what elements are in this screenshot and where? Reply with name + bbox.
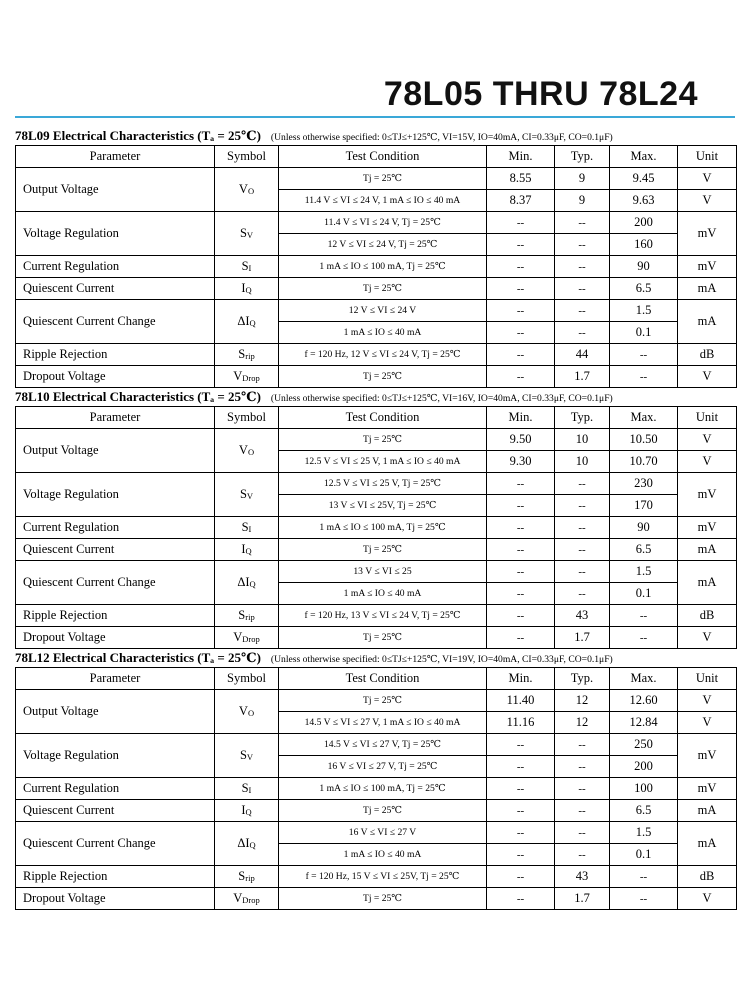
symbol-cell bbox=[215, 300, 279, 344]
test-condition-cell: 12.5 V ≤ VI ≤ 25 V, Tj = 25℃ bbox=[279, 473, 487, 495]
unit-cell: V bbox=[678, 366, 737, 388]
symbol-main: S bbox=[238, 608, 246, 622]
typ-cell: -- bbox=[555, 734, 610, 756]
typ-cell: 1.7 bbox=[555, 627, 610, 649]
test-condition-cell: Tj = 25℃ bbox=[279, 800, 487, 822]
unit-cell: V bbox=[678, 690, 737, 712]
symbol-main: V bbox=[238, 182, 248, 196]
column-header: Min. bbox=[487, 146, 555, 168]
parameter-cell: Dropout Voltage bbox=[16, 366, 215, 388]
unit-cell: mA bbox=[678, 278, 737, 300]
unit-cell: V bbox=[678, 888, 737, 910]
min-cell: -- bbox=[487, 866, 555, 888]
typ-cell: -- bbox=[555, 300, 610, 322]
typ-cell: 1.7 bbox=[555, 888, 610, 910]
typ-cell: 12 bbox=[555, 712, 610, 734]
symbol-subscript: V bbox=[246, 491, 254, 501]
min-cell: -- bbox=[487, 278, 555, 300]
symbol-subscript: Drop bbox=[242, 634, 260, 644]
test-condition-cell: Tj = 25℃ bbox=[279, 888, 487, 910]
parameter-cell: Voltage Regulation bbox=[16, 734, 215, 778]
parameter-cell: Quiescent Current Change bbox=[16, 822, 215, 866]
test-condition-cell: f = 120 Hz, 12 V ≤ VI ≤ 24 V, Tj = 25℃ bbox=[279, 344, 487, 366]
symbol-subscript: Drop bbox=[242, 373, 260, 383]
typ-cell: 9 bbox=[555, 190, 610, 212]
min-cell: -- bbox=[487, 539, 555, 561]
min-cell: -- bbox=[487, 473, 555, 495]
min-cell: 9.30 bbox=[487, 451, 555, 473]
symbol-subscript: Drop bbox=[242, 895, 260, 905]
min-cell: -- bbox=[487, 734, 555, 756]
symbol-cell bbox=[215, 256, 279, 278]
parameter-cell: Output Voltage bbox=[16, 690, 215, 734]
parameter-cell: Current Regulation bbox=[16, 517, 215, 539]
symbol-main: I bbox=[241, 542, 246, 556]
test-condition-cell: 12 V ≤ VI ≤ 24 V bbox=[279, 300, 487, 322]
unit-cell: mV bbox=[678, 256, 737, 278]
symbol-main: S bbox=[239, 226, 247, 240]
min-cell: 8.37 bbox=[487, 190, 555, 212]
typ-cell: -- bbox=[555, 800, 610, 822]
section-conditions-note: (Unless otherwise specified: 0≤TJ≤+125℃, VI=15V, IO=40mA, CI=0.33μF, CO=0.1μF) bbox=[270, 132, 613, 143]
test-condition-cell: f = 120 Hz, 15 V ≤ VI ≤ 25V, Tj = 25℃ bbox=[279, 866, 487, 888]
section-78l09 bbox=[15, 127, 736, 388]
unit-cell: mV bbox=[678, 517, 737, 539]
section-heading bbox=[15, 388, 736, 406]
typ-cell: -- bbox=[555, 517, 610, 539]
parameter-cell: Quiescent Current bbox=[16, 278, 215, 300]
test-condition-cell: Tj = 25℃ bbox=[279, 539, 487, 561]
test-condition-cell: f = 120 Hz, 13 V ≤ VI ≤ 24 V, Tj = 25℃ bbox=[279, 605, 487, 627]
column-header: Typ. bbox=[555, 407, 610, 429]
table-row bbox=[16, 800, 737, 822]
test-condition-cell: Tj = 25℃ bbox=[279, 366, 487, 388]
unit-cell: dB bbox=[678, 344, 737, 366]
symbol-main: I bbox=[241, 281, 246, 295]
parameter-cell: Quiescent Current bbox=[16, 800, 215, 822]
typ-cell: 12 bbox=[555, 690, 610, 712]
test-condition-cell: Tj = 25℃ bbox=[279, 168, 487, 190]
max-cell: 6.5 bbox=[610, 800, 678, 822]
column-header: Max. bbox=[610, 146, 678, 168]
symbol-subscript: O bbox=[247, 447, 255, 457]
unit-cell: mV bbox=[678, 734, 737, 778]
parameter-cell: Quiescent Current bbox=[16, 539, 215, 561]
typ-cell: -- bbox=[555, 495, 610, 517]
unit-cell: mV bbox=[678, 212, 737, 256]
symbol-main: V bbox=[238, 443, 248, 457]
max-cell: 160 bbox=[610, 234, 678, 256]
test-condition-cell: 1 mA ≤ IO ≤ 100 mA, Tj = 25℃ bbox=[279, 517, 487, 539]
unit-cell: V bbox=[678, 712, 737, 734]
max-cell: 0.1 bbox=[610, 844, 678, 866]
table-row bbox=[16, 429, 737, 451]
symbol-subscript: Q bbox=[249, 840, 256, 850]
unit-cell: mA bbox=[678, 800, 737, 822]
test-condition-cell: 14.5 V ≤ VI ≤ 27 V, Tj = 25℃ bbox=[279, 734, 487, 756]
test-condition-cell: 12.5 V ≤ VI ≤ 25 V, 1 mA ≤ IO ≤ 40 mA bbox=[279, 451, 487, 473]
typ-cell: -- bbox=[555, 256, 610, 278]
test-condition-cell: 1 mA ≤ IO ≤ 100 mA, Tj = 25℃ bbox=[279, 778, 487, 800]
table-row bbox=[16, 605, 737, 627]
test-condition-cell: Tj = 25℃ bbox=[279, 429, 487, 451]
symbol-cell bbox=[215, 517, 279, 539]
table-row bbox=[16, 690, 737, 712]
section-conditions-note: (Unless otherwise specified: 0≤TJ≤+125℃, VI=19V, IO=40mA, CI=0.33μF, CO=0.1μF) bbox=[270, 654, 613, 665]
symbol-subscript: Q bbox=[249, 579, 256, 589]
section-title: 78L10 Electrical Characteristics (Tₐ = 25℃) bbox=[15, 389, 261, 404]
table-row bbox=[16, 866, 737, 888]
symbol-subscript: O bbox=[247, 186, 255, 196]
table-row bbox=[16, 256, 737, 278]
min-cell: -- bbox=[487, 561, 555, 583]
symbol-cell bbox=[215, 561, 279, 605]
symbol-cell bbox=[215, 778, 279, 800]
min-cell: -- bbox=[487, 888, 555, 910]
parameter-cell: Current Regulation bbox=[16, 256, 215, 278]
table-header-row bbox=[16, 146, 737, 168]
max-cell: 1.5 bbox=[610, 822, 678, 844]
column-header: Test Condition bbox=[279, 407, 487, 429]
symbol-main: V bbox=[238, 704, 248, 718]
typ-cell: -- bbox=[555, 234, 610, 256]
max-cell: 0.1 bbox=[610, 322, 678, 344]
max-cell: 200 bbox=[610, 212, 678, 234]
parameter-cell: Dropout Voltage bbox=[16, 627, 215, 649]
test-condition-cell: 12 V ≤ VI ≤ 24 V, Tj = 25℃ bbox=[279, 234, 487, 256]
symbol-main: I bbox=[241, 803, 246, 817]
typ-cell: 44 bbox=[555, 344, 610, 366]
max-cell: 10.70 bbox=[610, 451, 678, 473]
table-row bbox=[16, 212, 737, 234]
symbol-subscript: I bbox=[248, 263, 252, 273]
min-cell: -- bbox=[487, 800, 555, 822]
typ-cell: 9 bbox=[555, 168, 610, 190]
symbol-cell bbox=[215, 344, 279, 366]
symbol-subscript: Q bbox=[245, 546, 252, 556]
column-header: Parameter bbox=[16, 407, 215, 429]
symbol-cell bbox=[215, 168, 279, 212]
symbol-cell bbox=[215, 473, 279, 517]
unit-cell: mA bbox=[678, 300, 737, 344]
column-header: Test Condition bbox=[279, 146, 487, 168]
section-heading bbox=[15, 127, 736, 145]
typ-cell: -- bbox=[555, 822, 610, 844]
typ-cell: -- bbox=[555, 561, 610, 583]
min-cell: 11.40 bbox=[487, 690, 555, 712]
parameter-cell: Output Voltage bbox=[16, 429, 215, 473]
typ-cell: -- bbox=[555, 322, 610, 344]
test-condition-cell: 14.5 V ≤ VI ≤ 27 V, 1 mA ≤ IO ≤ 40 mA bbox=[279, 712, 487, 734]
symbol-cell bbox=[215, 690, 279, 734]
test-condition-cell: 13 V ≤ VI ≤ 25V, Tj = 25℃ bbox=[279, 495, 487, 517]
max-cell: -- bbox=[610, 627, 678, 649]
test-condition-cell: 11.4 V ≤ VI ≤ 24 V, Tj = 25℃ bbox=[279, 212, 487, 234]
typ-cell: 10 bbox=[555, 429, 610, 451]
test-condition-cell: 1 mA ≤ IO ≤ 40 mA bbox=[279, 583, 487, 605]
unit-cell: V bbox=[678, 190, 737, 212]
parameter-cell: Ripple Rejection bbox=[16, 605, 215, 627]
table-row bbox=[16, 473, 737, 495]
symbol-subscript: I bbox=[248, 785, 252, 795]
min-cell: -- bbox=[487, 605, 555, 627]
symbol-subscript: rip bbox=[245, 612, 255, 622]
table-row bbox=[16, 627, 737, 649]
symbol-cell bbox=[215, 866, 279, 888]
symbol-main: S bbox=[241, 520, 249, 534]
symbol-main: V bbox=[233, 891, 243, 905]
unit-cell: V bbox=[678, 451, 737, 473]
symbol-subscript: V bbox=[246, 230, 254, 240]
min-cell: -- bbox=[487, 583, 555, 605]
min-cell: -- bbox=[487, 344, 555, 366]
symbol-cell bbox=[215, 366, 279, 388]
symbol-cell bbox=[215, 627, 279, 649]
table-row bbox=[16, 168, 737, 190]
parameter-cell: Dropout Voltage bbox=[16, 888, 215, 910]
max-cell: 100 bbox=[610, 778, 678, 800]
column-header: Unit bbox=[678, 146, 737, 168]
parameter-cell: Quiescent Current Change bbox=[16, 561, 215, 605]
section-78l12 bbox=[15, 649, 736, 910]
symbol-cell bbox=[215, 605, 279, 627]
parameter-cell: Voltage Regulation bbox=[16, 212, 215, 256]
symbol-subscript: O bbox=[247, 708, 255, 718]
symbol-subscript: Q bbox=[249, 318, 256, 328]
symbol-main: S bbox=[238, 869, 246, 883]
typ-cell: 43 bbox=[555, 605, 610, 627]
table-row bbox=[16, 734, 737, 756]
min-cell: -- bbox=[487, 756, 555, 778]
characteristics-table bbox=[15, 406, 737, 649]
symbol-subscript: Q bbox=[245, 285, 252, 295]
test-condition-cell: 11.4 V ≤ VI ≤ 24 V, 1 mA ≤ IO ≤ 40 mA bbox=[279, 190, 487, 212]
column-header: Parameter bbox=[16, 146, 215, 168]
min-cell: -- bbox=[487, 822, 555, 844]
test-condition-cell: Tj = 25℃ bbox=[279, 278, 487, 300]
min-cell: -- bbox=[487, 517, 555, 539]
max-cell: 6.5 bbox=[610, 278, 678, 300]
table-row bbox=[16, 561, 737, 583]
min-cell: -- bbox=[487, 212, 555, 234]
typ-cell: 43 bbox=[555, 866, 610, 888]
min-cell: -- bbox=[487, 256, 555, 278]
unit-cell: dB bbox=[678, 866, 737, 888]
max-cell: -- bbox=[610, 866, 678, 888]
typ-cell: 1.7 bbox=[555, 366, 610, 388]
min-cell: -- bbox=[487, 366, 555, 388]
unit-cell: V bbox=[678, 627, 737, 649]
max-cell: 9.45 bbox=[610, 168, 678, 190]
symbol-subscript: rip bbox=[245, 873, 255, 883]
column-header: Parameter bbox=[16, 668, 215, 690]
max-cell: 12.60 bbox=[610, 690, 678, 712]
typ-cell: -- bbox=[555, 778, 610, 800]
max-cell: 0.1 bbox=[610, 583, 678, 605]
typ-cell: -- bbox=[555, 278, 610, 300]
symbol-main: V bbox=[233, 630, 243, 644]
symbol-subscript: I bbox=[248, 524, 252, 534]
unit-cell: V bbox=[678, 168, 737, 190]
symbol-cell bbox=[215, 429, 279, 473]
typ-cell: 10 bbox=[555, 451, 610, 473]
column-header: Max. bbox=[610, 668, 678, 690]
section-title: 78L12 Electrical Characteristics (Tₐ = 25℃) bbox=[15, 650, 261, 665]
column-header: Typ. bbox=[555, 146, 610, 168]
max-cell: 90 bbox=[610, 256, 678, 278]
column-header: Symbol bbox=[215, 407, 279, 429]
table-row bbox=[16, 778, 737, 800]
min-cell: -- bbox=[487, 234, 555, 256]
characteristics-table bbox=[15, 667, 737, 910]
unit-cell: mV bbox=[678, 473, 737, 517]
max-cell: 170 bbox=[610, 495, 678, 517]
symbol-cell bbox=[215, 822, 279, 866]
typ-cell: -- bbox=[555, 539, 610, 561]
symbol-cell bbox=[215, 800, 279, 822]
max-cell: 9.63 bbox=[610, 190, 678, 212]
column-header: Typ. bbox=[555, 668, 610, 690]
symbol-subscript: rip bbox=[245, 351, 255, 361]
test-condition-cell: Tj = 25℃ bbox=[279, 627, 487, 649]
max-cell: 12.84 bbox=[610, 712, 678, 734]
parameter-cell: Current Regulation bbox=[16, 778, 215, 800]
unit-cell: mV bbox=[678, 778, 737, 800]
max-cell: 200 bbox=[610, 756, 678, 778]
table-row bbox=[16, 344, 737, 366]
table-row bbox=[16, 517, 737, 539]
typ-cell: -- bbox=[555, 583, 610, 605]
symbol-main: S bbox=[239, 487, 247, 501]
column-header: Symbol bbox=[215, 146, 279, 168]
parameter-cell: Quiescent Current Change bbox=[16, 300, 215, 344]
max-cell: 250 bbox=[610, 734, 678, 756]
symbol-main: ΔI bbox=[237, 575, 250, 589]
max-cell: 10.50 bbox=[610, 429, 678, 451]
test-condition-cell: 1 mA ≤ IO ≤ 100 mA, Tj = 25℃ bbox=[279, 256, 487, 278]
test-condition-cell: Tj = 25℃ bbox=[279, 690, 487, 712]
symbol-main: V bbox=[233, 369, 243, 383]
page-title: 78L05 THRU 78L24 bbox=[383, 75, 698, 113]
typ-cell: -- bbox=[555, 756, 610, 778]
symbol-main: ΔI bbox=[237, 314, 250, 328]
title-divider bbox=[15, 116, 735, 118]
column-header: Unit bbox=[678, 407, 737, 429]
min-cell: -- bbox=[487, 778, 555, 800]
column-header: Symbol bbox=[215, 668, 279, 690]
test-condition-cell: 13 V ≤ VI ≤ 25 bbox=[279, 561, 487, 583]
max-cell: 6.5 bbox=[610, 539, 678, 561]
characteristics-table bbox=[15, 145, 737, 388]
section-heading bbox=[15, 649, 736, 667]
symbol-main: S bbox=[239, 748, 247, 762]
table-header-row bbox=[16, 668, 737, 690]
symbol-main: ΔI bbox=[237, 836, 250, 850]
typ-cell: -- bbox=[555, 212, 610, 234]
min-cell: -- bbox=[487, 495, 555, 517]
section-conditions-note: (Unless otherwise specified: 0≤TJ≤+125℃, VI=16V, IO=40mA, CI=0.33μF, CO=0.1μF) bbox=[270, 393, 613, 404]
test-condition-cell: 1 mA ≤ IO ≤ 40 mA bbox=[279, 844, 487, 866]
unit-cell: V bbox=[678, 429, 737, 451]
min-cell: -- bbox=[487, 300, 555, 322]
parameter-cell: Output Voltage bbox=[16, 168, 215, 212]
max-cell: 230 bbox=[610, 473, 678, 495]
table-row bbox=[16, 300, 737, 322]
parameter-cell: Ripple Rejection bbox=[16, 866, 215, 888]
max-cell: -- bbox=[610, 605, 678, 627]
test-condition-cell: 16 V ≤ VI ≤ 27 V, Tj = 25℃ bbox=[279, 756, 487, 778]
column-header: Max. bbox=[610, 407, 678, 429]
symbol-cell bbox=[215, 212, 279, 256]
max-cell: -- bbox=[610, 366, 678, 388]
test-condition-cell: 1 mA ≤ IO ≤ 40 mA bbox=[279, 322, 487, 344]
max-cell: 90 bbox=[610, 517, 678, 539]
table-row bbox=[16, 366, 737, 388]
symbol-cell bbox=[215, 539, 279, 561]
table-row bbox=[16, 539, 737, 561]
min-cell: -- bbox=[487, 322, 555, 344]
max-cell: 1.5 bbox=[610, 561, 678, 583]
table-row bbox=[16, 888, 737, 910]
column-header: Test Condition bbox=[279, 668, 487, 690]
symbol-main: S bbox=[241, 781, 249, 795]
parameter-cell: Voltage Regulation bbox=[16, 473, 215, 517]
max-cell: -- bbox=[610, 344, 678, 366]
min-cell: 8.55 bbox=[487, 168, 555, 190]
symbol-cell bbox=[215, 888, 279, 910]
column-header: Min. bbox=[487, 668, 555, 690]
section-title: 78L09 Electrical Characteristics (Tₐ = 25℃) bbox=[15, 128, 261, 143]
typ-cell: -- bbox=[555, 844, 610, 866]
table-row bbox=[16, 822, 737, 844]
symbol-cell bbox=[215, 278, 279, 300]
test-condition-cell: 16 V ≤ VI ≤ 27 V bbox=[279, 822, 487, 844]
symbol-subscript: V bbox=[246, 752, 254, 762]
symbol-main: S bbox=[241, 259, 249, 273]
unit-cell: mA bbox=[678, 561, 737, 605]
section-78l10 bbox=[15, 388, 736, 649]
unit-cell: mA bbox=[678, 822, 737, 866]
table-row bbox=[16, 278, 737, 300]
column-header: Min. bbox=[487, 407, 555, 429]
parameter-cell: Ripple Rejection bbox=[16, 344, 215, 366]
symbol-cell bbox=[215, 734, 279, 778]
max-cell: -- bbox=[610, 888, 678, 910]
column-header: Unit bbox=[678, 668, 737, 690]
max-cell: 1.5 bbox=[610, 300, 678, 322]
table-header-row bbox=[16, 407, 737, 429]
min-cell: -- bbox=[487, 844, 555, 866]
symbol-subscript: Q bbox=[245, 807, 252, 817]
unit-cell: dB bbox=[678, 605, 737, 627]
min-cell: -- bbox=[487, 627, 555, 649]
typ-cell: -- bbox=[555, 473, 610, 495]
min-cell: 9.50 bbox=[487, 429, 555, 451]
symbol-main: S bbox=[238, 347, 246, 361]
unit-cell: mA bbox=[678, 539, 737, 561]
min-cell: 11.16 bbox=[487, 712, 555, 734]
